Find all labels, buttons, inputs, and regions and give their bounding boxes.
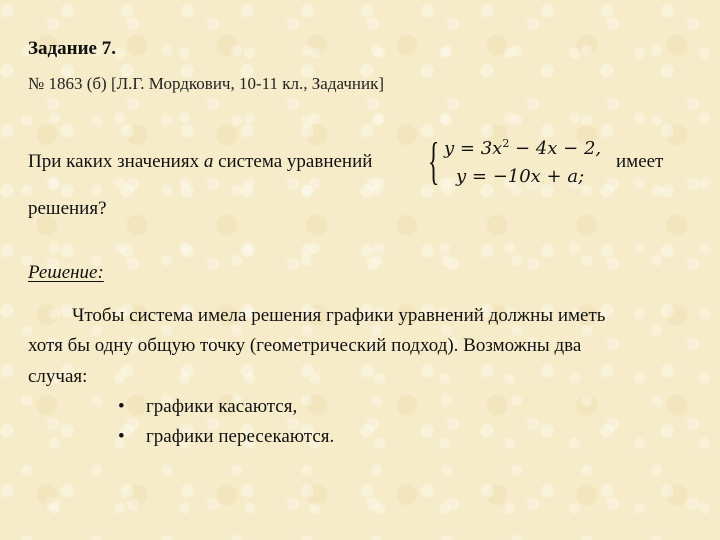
bullet-item-1 bbox=[118, 396, 418, 422]
question-line-2: решения? bbox=[28, 198, 107, 219]
task-title: Задание 7. bbox=[28, 38, 116, 59]
question-parameter: a bbox=[203, 151, 214, 172]
question-prefix: При каких значениях bbox=[28, 151, 204, 172]
source-reference: № 1863 (б) [Л.Г. Мордкович, 10-11 кл., Задачник] bbox=[28, 74, 384, 93]
equation-1-lhs: y bbox=[444, 138, 455, 159]
solution-paragraph-line-3: случая: bbox=[28, 366, 88, 387]
equation-1-exponent: 2 bbox=[502, 137, 510, 150]
solution-paragraph-line-2: хотя бы одну общую точку (геометрический подход). Возможны два bbox=[28, 335, 582, 356]
bullet-item-2 bbox=[118, 426, 418, 452]
question-middle: система уравнений bbox=[213, 151, 373, 172]
question-line-1 bbox=[28, 151, 372, 173]
bullet-dot-icon: • bbox=[118, 396, 125, 417]
equation-2: y = −10x + a; bbox=[456, 166, 585, 187]
solution-heading: Решение: bbox=[28, 262, 104, 283]
equation-1 bbox=[444, 138, 601, 159]
equation-1-rhs-start: = 3x bbox=[454, 138, 503, 159]
equation-1-rhs-end: − 4x − 2, bbox=[509, 138, 602, 159]
question-tail: имеет bbox=[616, 151, 664, 172]
system-brace: { bbox=[428, 133, 440, 190]
bullet-dot-icon: • bbox=[118, 426, 125, 447]
solution-paragraph-line-1: Чтобы система имела решения графики уравнений должны иметь bbox=[72, 305, 606, 326]
bullet-text-1: графики касаются, bbox=[146, 396, 298, 417]
bullet-text-2: графики пересекаются. bbox=[146, 426, 335, 447]
